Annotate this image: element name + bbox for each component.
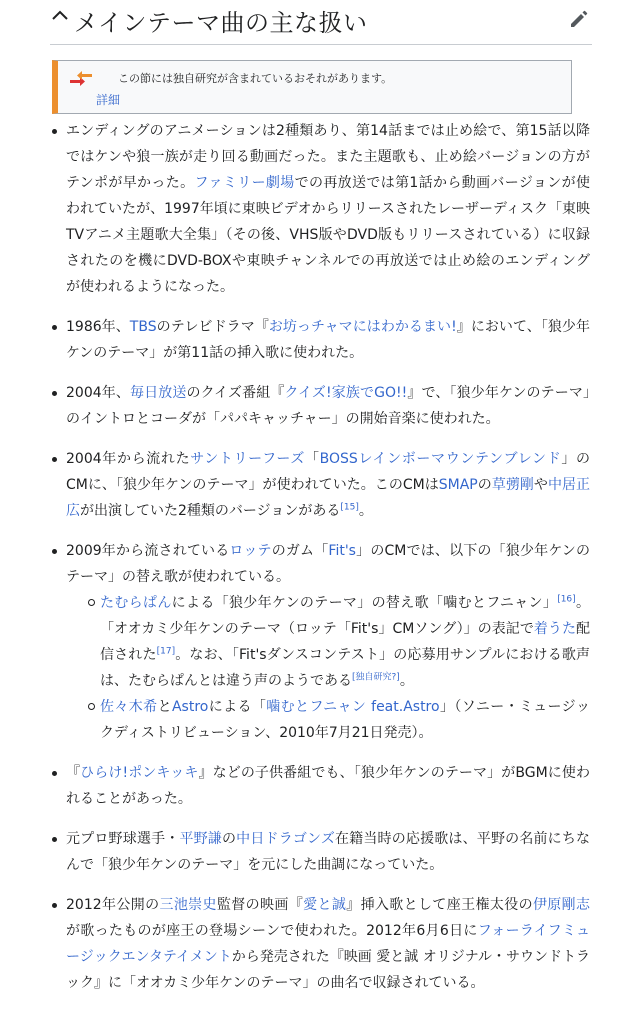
link-nakai[interactable]: 中居正広: [66, 477, 591, 519]
item-text: 1986年、: [66, 319, 130, 335]
item-text: 「: [304, 451, 320, 467]
sub-list-item: [88, 590, 590, 694]
item-text: と: [157, 699, 172, 715]
sub-list-item: [88, 694, 590, 746]
item-text: 。: [358, 503, 373, 519]
list-item: [50, 446, 590, 524]
item-text: 配信された: [100, 621, 591, 663]
list-item: [50, 380, 590, 432]
link-quiz-kazoku[interactable]: クイズ!家族でGO!!: [284, 385, 408, 401]
link-astro[interactable]: Astro: [171, 699, 209, 715]
original-research-notice: [52, 60, 572, 114]
link-hirano-ken[interactable]: 平野謙: [179, 831, 222, 847]
link-smap[interactable]: SMAP: [438, 477, 478, 493]
link-chaku-uta[interactable]: 着うた: [533, 621, 577, 637]
link-fits[interactable]: Fit's: [328, 543, 356, 559]
item-text: のガム「: [271, 543, 329, 559]
link-suntory-foods[interactable]: サントリーフーズ: [190, 451, 305, 467]
item-text: 。: [399, 673, 414, 689]
item-text: 『: [66, 765, 81, 781]
item-text: での再放送では第1話から動画バージョンが使われていたが、1997年頃に東映ビデオからリリースされたレーザーディスク「東映TVアニメ主題歌大全集」（その後、VHS版やDVD版もリリースされている）に収録されたのを機にDVD-BOXや東映チャンネルでの再放送では止め絵のエンディングが使われるようになった。: [66, 175, 590, 295]
list-item: [50, 118, 590, 300]
item-text: 2004年、: [66, 385, 130, 401]
link-tbs[interactable]: TBS: [129, 319, 157, 335]
usage-list: [50, 118, 590, 996]
reference-16[interactable]: [16]: [557, 594, 576, 605]
link-ai-to-makoto[interactable]: 愛と誠: [303, 897, 347, 913]
section-title: メインテーマ曲の主な扱い: [74, 9, 368, 37]
item-text: 監督の映画『: [216, 897, 304, 913]
item-text: 。「オオカミ少年ケンのテーマ（ロッテ「Fit's」CMソング）」の表記で: [100, 595, 591, 637]
link-miike-takashi[interactable]: 三池崇史: [159, 897, 217, 913]
item-text: のクイズ番組『: [186, 385, 285, 401]
notice-text: この節には独自研究が含まれているおそれがあります。: [118, 72, 393, 85]
link-lotte[interactable]: ロッテ: [229, 543, 272, 559]
link-kusanagi[interactable]: 草彅剛: [491, 477, 534, 493]
item-text: の: [477, 477, 492, 493]
list-item: [50, 314, 590, 366]
item-text: 』挿入歌として座王権太役の: [346, 897, 533, 913]
list-item: [50, 760, 590, 812]
link-for-life-music[interactable]: フォーライフミュージックエンタテイメント: [66, 923, 590, 965]
item-text: のテレビドラマ『: [156, 319, 269, 335]
item-text: 在籍当時の応援歌は、平野の名前にちなんで「狼少年ケンのテーマ」を元にした曲調になっていた。: [66, 831, 591, 873]
list-item: [50, 892, 590, 996]
original-research-tag[interactable]: [独自研究?]: [352, 672, 400, 683]
item-text: による「: [208, 699, 267, 715]
link-family-gekijo[interactable]: ファミリー劇場: [194, 175, 295, 191]
chevron-up-icon[interactable]: [50, 6, 70, 26]
item-text: 」のCMでは、以下の「狼少年ケンのテーマ」の替え歌が使われている。: [66, 543, 590, 585]
list-item: [50, 538, 590, 746]
list-item: [50, 826, 590, 878]
item-text: 元プロ野球選手・: [66, 831, 180, 847]
link-ihara-tsuyoshi[interactable]: 伊原剛志: [532, 897, 591, 913]
item-text: から発売された『映画 愛と誠 オリジナル・サウンドトラック』に「オオカミ少年ケンのテーマ」の曲名で収録されている。: [66, 949, 591, 991]
reference-17[interactable]: [17]: [156, 646, 176, 657]
item-text: エンディングのアニメーションは2種類あり、第14話までは止め絵で、第15話以降ではケンや狼一族が走り回る動画だった。また主題歌も、止め絵バージョンの方がテンポが早かった。: [66, 123, 590, 191]
item-text: 2004年から流れた: [66, 451, 191, 467]
item-text: の: [221, 831, 237, 847]
notice-details-link[interactable]: 詳細: [96, 93, 121, 107]
item-text: 。なお、「Fit'sダンスコンテスト」の応募用サンプルにおける歌声は、たむらぱんとは違う声のようである: [100, 647, 590, 689]
link-kamuto-funyan[interactable]: 噛むとフニャン feat.Astro: [266, 699, 440, 715]
item-text: 』などの子供番組でも、「狼少年ケンのテーマ」がBGMに使われることがあった。: [66, 765, 591, 807]
link-mainichi-hoso[interactable]: 毎日放送: [130, 385, 187, 401]
item-text: が出演していた2種類のバージョンがある: [80, 503, 341, 519]
link-boss-rainbow[interactable]: BOSSレインボーマウンテンブレンド: [319, 451, 562, 467]
link-obocchama[interactable]: お坊っチャマにはわかるまい!: [268, 319, 457, 335]
item-text: 』で、「狼少年ケンのテーマ」のイントロとコーダが「パパキャッチャー」の開始音楽に使われた。: [66, 385, 590, 427]
item-text: や: [533, 477, 548, 493]
item-text: 2012年公開の: [66, 897, 160, 913]
article-content: [50, 118, 590, 1010]
link-sasaki-nozomi[interactable]: 佐々木希: [100, 699, 158, 715]
link-chunichi-dragons[interactable]: 中日ドラゴンズ: [236, 831, 335, 847]
item-text: 」（ソニー・ミュージックディストリビューション、2010年7月21日発売）。: [100, 699, 591, 741]
pencil-icon[interactable]: [568, 8, 590, 30]
arrows-merge-icon: [68, 69, 94, 95]
section-header: [50, 0, 592, 45]
item-text: が歌ったものが座王の登場シーンで使われた。2012年6月6日に: [66, 923, 478, 939]
sub-list: [66, 590, 590, 746]
item-text: 」のCMに、「狼少年ケンのテーマ」が使われていた。このCMは: [66, 451, 591, 493]
link-tamurapan[interactable]: たむらぱん: [100, 595, 172, 611]
item-text: 』において、「狼少年ケンのテーマ」が第11話の挿入歌に使われた。: [66, 319, 590, 361]
item-text: による「狼少年ケンのテーマ」の替え歌「噛むとフニャン」: [171, 595, 558, 611]
item-text: 2009年から流されている: [66, 543, 230, 559]
link-hirake-ponkikki[interactable]: ひらけ!ポンキッキ: [80, 765, 199, 781]
reference-15[interactable]: [15]: [340, 502, 359, 513]
